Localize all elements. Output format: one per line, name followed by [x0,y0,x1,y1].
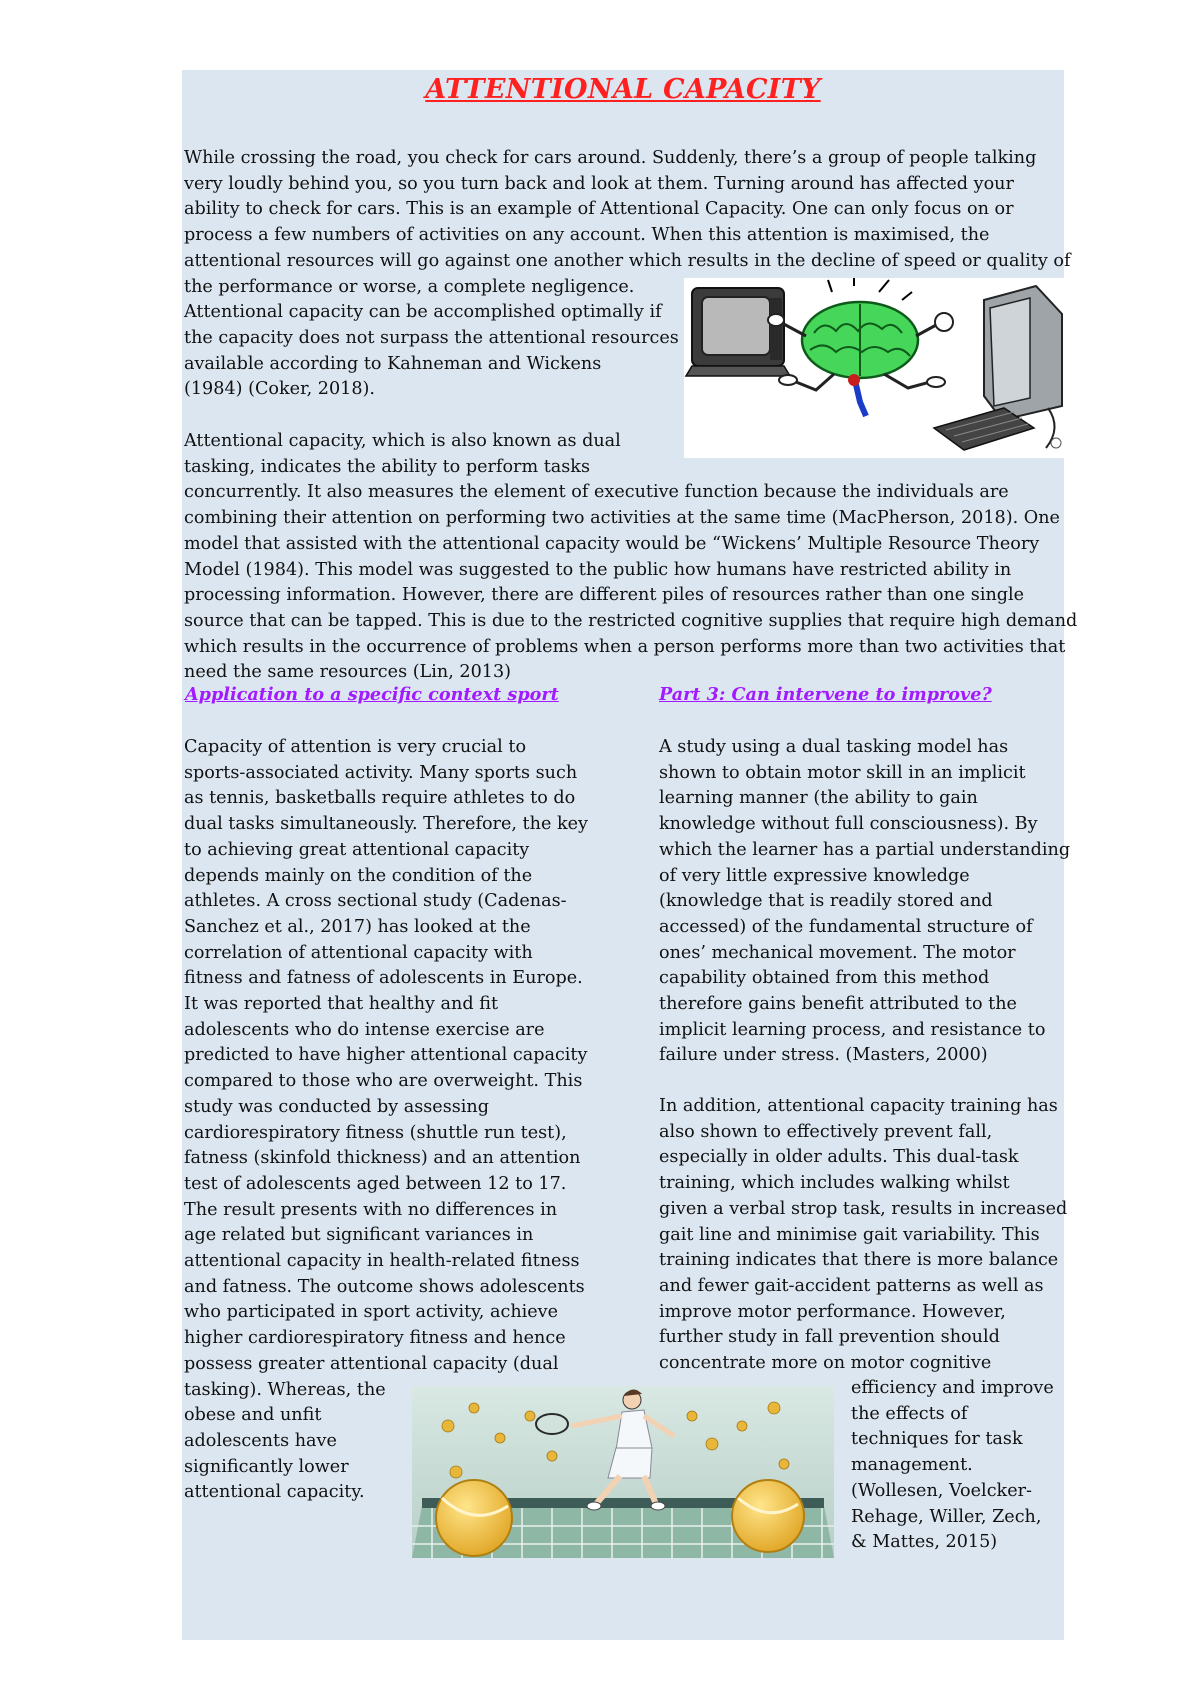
right-column-paragraph-3 [851,1376,1054,1556]
text-line: given a verbal strop task, results in increased [659,1198,1068,1219]
text-line: training indicates that there is more balance [659,1250,1059,1271]
text-line: concentrate more on motor cognitive [659,1353,992,1374]
heading-application-to-sport: Application to a specific context sport [185,684,559,705]
text-line: higher cardiorespiratory fitness and hence [184,1328,566,1349]
text-line: Attentional capacity, which is also known as dual [184,431,621,451]
text-line: very loudly behind you, so you turn back and look at them. Turning around has affected your [184,173,1014,194]
text-line: further study in fall prevention should [659,1327,1000,1348]
text-line: obese and unfit [184,1405,322,1426]
text-line: athletes. A cross sectional study (Cadenas- [184,891,567,912]
text-line: and fatness. The outcome shows adolescents [184,1276,585,1297]
text-line: tasking, indicates the ability to perform tasks [184,456,590,477]
text-line: and fewer gait-accident patterns as well as [659,1275,1044,1296]
text-line: which results in the occurrence of problems when a person performs more than two activities that [184,636,1066,657]
text-line: especially in older adults. This dual-task [659,1147,1019,1168]
text-line: which the learner has a partial understanding [659,839,1071,860]
text-line: therefore gains benefit attributed to the [659,994,1017,1015]
text-line: ones’ mechanical movement. The motor [659,942,1016,963]
text-line: concurrently. It also measures the element of executive function because the individuals are [184,482,1009,503]
text-line: A study using a dual tasking model has [659,737,1009,757]
text-line: the capacity does not surpass the attentional resources [184,327,679,348]
text-line: knowledge without full consciousness). By [659,814,1038,835]
heading-part-3-intervene: Part 3: Can intervene to improve? [659,684,992,705]
text-line: The result presents with no differences in [184,1199,558,1220]
text-line: study was conducted by assessing [184,1096,489,1117]
text-line: who participated in sport activity, achieve [184,1302,559,1323]
text-line: efficiency and improve [851,1378,1054,1398]
text-line: depends mainly on the condition of the [184,865,533,886]
text-line: capability obtained from this method [659,968,990,989]
text-line: (Wollesen, Voelcker- [851,1480,1032,1501]
text-line: In addition, attentional capacity training has [659,1096,1058,1116]
tennis-illustration [412,1386,834,1558]
text-line: the performance or worse, a complete negligence. [184,276,635,297]
tennis-icon [412,1386,834,1558]
brain-illustration [684,278,1070,458]
text-line: attentional resources will go against one another which results in the decline of speed or quality of [184,250,1071,271]
text-line: as tennis, basketballs require athletes to do [184,788,576,809]
text-line: of very little expressive knowledge [659,865,970,886]
text-line: fatness (skinfold thickness) and an attention [184,1148,581,1169]
text-line: adolescents who do intense exercise are [184,1019,545,1040]
text-line: training, which includes walking whilst [659,1173,1010,1194]
text-line: significantly lower [184,1456,349,1477]
text-line: processing information. However, there are different piles of resources rather than one single [184,585,1025,606]
text-line: Model (1984). This model was suggested to the public how humans have restricted ability in [184,559,1012,580]
right-column-paragraph-1 [659,735,1070,1069]
text-line: predicted to have higher attentional capacity [184,1045,588,1066]
text-line: & Mattes, 2015) [851,1532,998,1553]
text-line: management. [851,1455,973,1476]
text-line: possess greater attentional capacity (dual [184,1353,559,1374]
text-line: combining their attention on performing two activities at the same time (MacPherson, 2018). One [184,508,1060,529]
text-line: Rehage, Willer, Zech, [851,1506,1042,1527]
text-line: model that assisted with the attentional capacity would be “Wickens’ Multiple Resource Theory [184,533,1040,554]
text-line: available according to Kahneman and Wickens [184,353,602,374]
text-line: tasking). Whereas, the [184,1379,386,1400]
page-title: ATTENTIONAL CAPACITY [425,74,821,105]
text-line: need the same resources (Lin, 2013) [184,662,512,683]
text-line: shown to obtain motor skill in an implicit [659,762,1026,783]
text-line: attentional capacity in health-related fitness [184,1251,580,1272]
text-line: improve motor performance. However, [659,1301,1006,1322]
text-line: failure under stress. (Masters, 2000) [659,1045,988,1066]
text-line: compared to those who are overweight. This [184,1071,583,1092]
text-line: the effects of [851,1403,968,1424]
text-line: also shown to effectively prevent fall, [659,1121,993,1142]
text-line: It was reported that healthy and fit [184,994,499,1015]
right-column-paragraph-2 [659,1094,1067,1377]
text-line: test of adolescents aged between 12 to 17. [184,1173,567,1194]
text-line: learning manner (the ability to gain [659,788,978,809]
text-line: ability to check for cars. This is an example of Attentional Capacity. One can only focus on or [184,199,1014,220]
text-line: source that can be tapped. This is due to the restricted cognitive supplies that require high demand [184,610,1078,631]
text-line: accessed) of the fundamental structure of [659,916,1033,937]
text-line: process a few numbers of activities on any account. When this attention is maximised, the [184,225,990,246]
text-line: Capacity of attention is very crucial to [184,737,527,757]
text-line: gait line and minimise gait variability. This [659,1224,1040,1245]
text-line: age related but significant variances in [184,1225,534,1246]
intro-paragraph-2 [184,429,1077,686]
text-line: correlation of attentional capacity with [184,942,533,963]
text-line: adolescents have [184,1430,337,1451]
text-line: cardiorespiratory fitness (shuttle run test), [184,1122,567,1143]
text-line: While crossing the road, you check for cars around. Suddenly, there’s a group of people talking [184,148,1037,168]
text-line: (1984) (Coker, 2018). [184,379,375,400]
brain-icon [684,278,1070,458]
text-line: sports-associated activity. Many sports such [184,762,578,783]
text-line: to achieving great attentional capacity [184,839,530,860]
text-line: Sanchez et al., 2017) has looked at the [184,916,531,937]
text-line: (knowledge that is readily stored and [659,891,993,912]
text-line: dual tasks simultaneously. Therefore, the key [184,814,588,835]
text-line: Attentional capacity can be accomplished optimally if [184,302,662,323]
text-line: attentional capacity. [184,1482,365,1503]
text-line: techniques for task [851,1429,1023,1450]
text-line: fitness and fatness of adolescents in Europe. [184,968,583,989]
text-line: implicit learning process, and resistance to [659,1019,1046,1040]
